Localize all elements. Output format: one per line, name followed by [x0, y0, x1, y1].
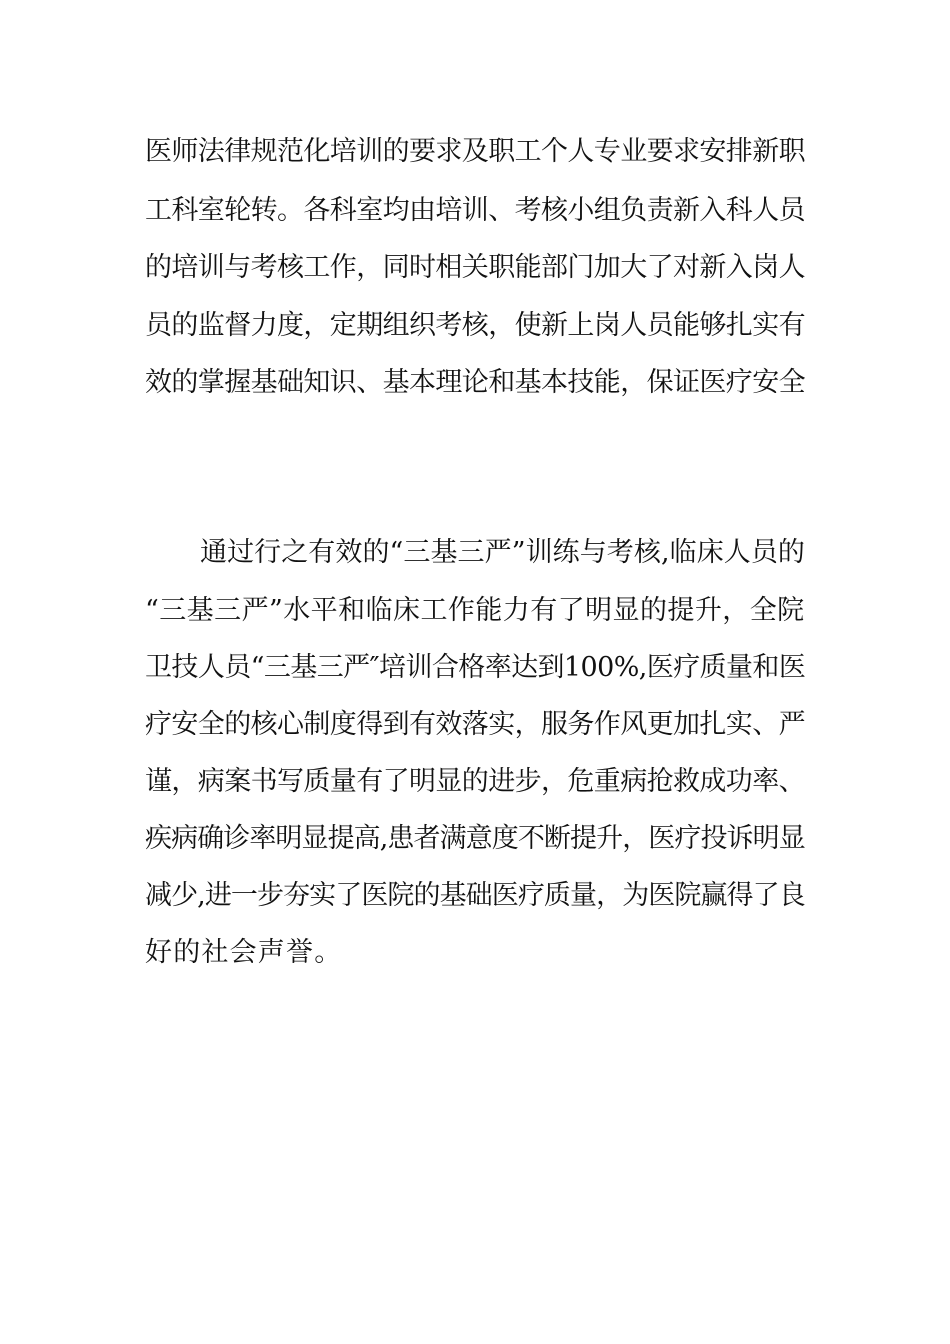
- paragraph-2-line-1: 通过行之有效的“三基三严”训练与考核,临床人员的: [200, 537, 805, 568]
- paragraph-2-line-4: 疗安全的核心制度得到有效落实，服务作风更加扎实、严: [145, 709, 805, 740]
- paragraph-1-line-3: 的培训与考核工作，同时相关职能部门加大了对新入岗人: [145, 252, 805, 283]
- paragraph-2-line-7: 减少,进一步夯实了医院的基础医疗质量，为医院赢得了良: [145, 880, 805, 911]
- paragraph-2-line-6: 疾病确诊率明显提高,患者满意度不断提升，医疗投诉明显: [145, 823, 805, 854]
- paragraph-2-line-3: 卫技人员“三基三严″培训合格率达到100%,医疗质量和医: [145, 652, 806, 683]
- paragraph-1-line-5: 效的掌握基础知识、基本理论和基本技能，保证医疗安全: [145, 367, 805, 398]
- paragraph-1-line-4: 员的监督力度，定期组织考核，使新上岗人员能够扎实有: [145, 310, 805, 341]
- paragraph-1-line-2: 工科室轮转。各科室均由培训、考核小组负责新入科人员: [145, 195, 805, 226]
- paragraph-2-line-2: “三基三严”水平和临床工作能力有了明显的提升，全院: [145, 595, 805, 626]
- paragraph-2-line-5: 谨，病案书写质量有了明显的进步，危重病抢救成功率、: [145, 766, 805, 797]
- paragraph-2-line-8: 好的社会声誉。: [145, 937, 343, 968]
- paragraph-1-line-1: 医师法律规范化培训的要求及职工个人专业要求安排新职: [145, 136, 805, 167]
